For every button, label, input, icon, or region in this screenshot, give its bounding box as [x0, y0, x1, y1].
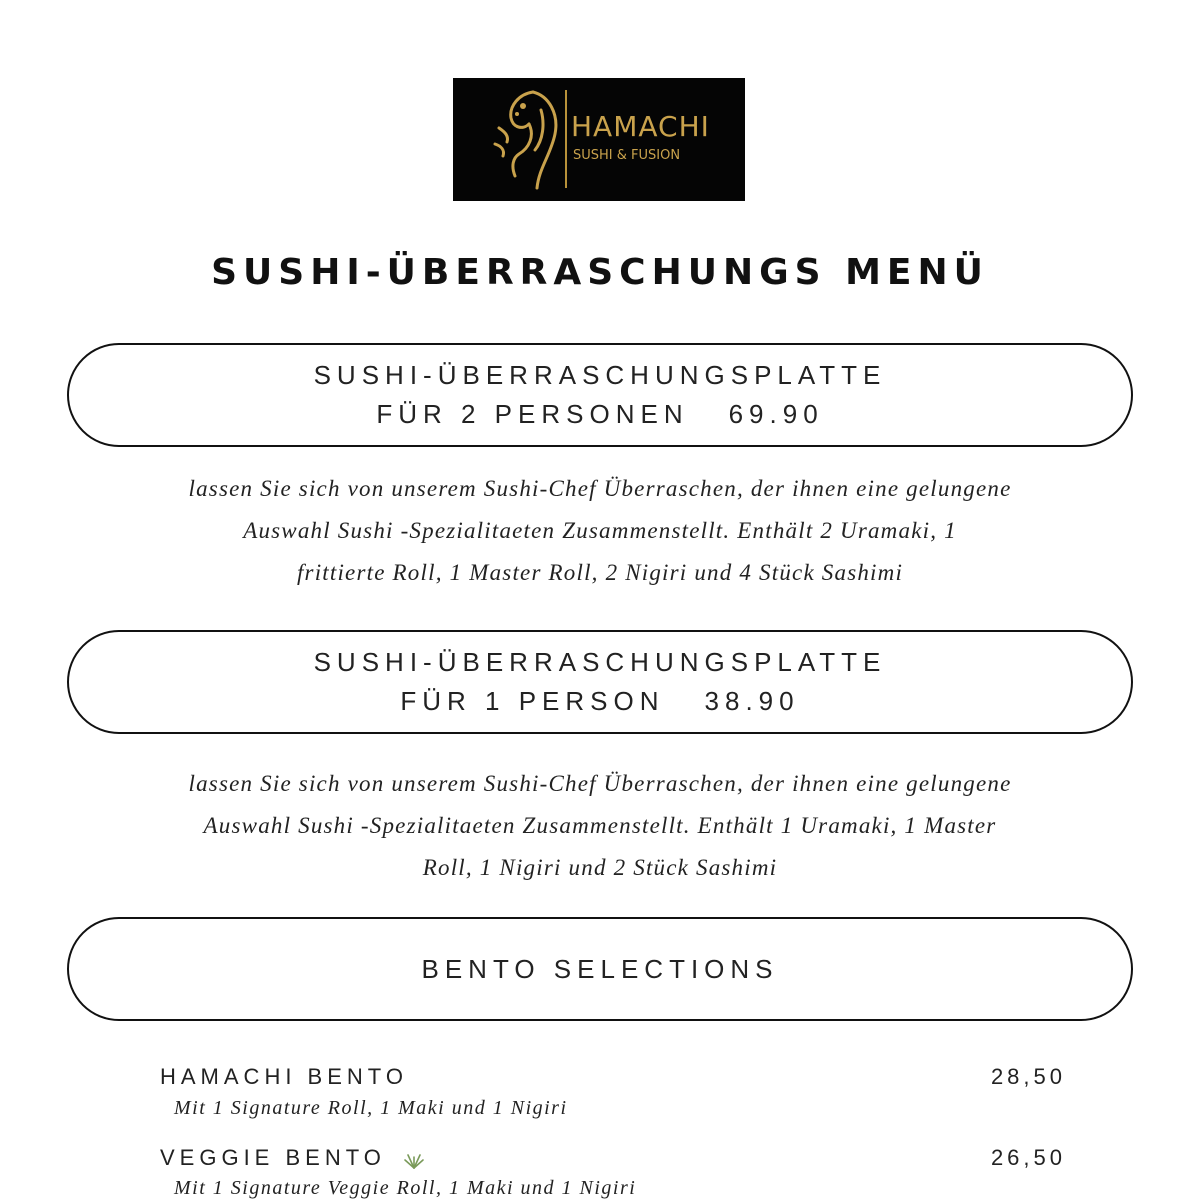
section-header-title: SUSHI-ÜBERRASCHUNGSPLATTE	[313, 360, 887, 390]
logo-tagline: SUSHI & FUSION	[573, 148, 681, 163]
restaurant-logo	[453, 78, 745, 201]
logo-name: HAMACHI	[571, 110, 710, 143]
menu-item-row	[160, 1145, 425, 1171]
leaf-icon	[403, 1149, 425, 1169]
koi-fish-logo-icon	[489, 84, 563, 196]
section-description: lassen Sie sich von unserem Sushi-Chef Überraschen, der ihnen eine gelungene Auswahl Sushi -Spezialitaeten Zusammenstellt. Enthält 1 Uramaki, 1 Master Roll, 1 Nigiri und 2 Stück Sashimi	[188, 771, 1012, 880]
menu-item-price: 26,50	[990, 1145, 1066, 1170]
menu-item-name: HAMACHI BENTO	[160, 1064, 408, 1089]
menu-item-price: 28,50	[990, 1064, 1066, 1089]
section-header-1-person	[67, 630, 1133, 734]
page-title: SUSHI-ÜBERRASCHUNGS MENÜ	[211, 252, 989, 293]
bento-header	[67, 917, 1133, 1021]
menu-item-description: Mit 1 Signature Veggie Roll, 1 Maki und 1 Nigiri	[174, 1177, 637, 1199]
logo-divider	[565, 90, 567, 188]
section-header-2-persons	[67, 343, 1133, 447]
section-header-title: SUSHI-ÜBERRASCHUNGSPLATTE	[313, 647, 887, 677]
bento-heading: BENTO SELECTIONS	[421, 953, 779, 984]
section-header-subtitle: FÜR 2 PERSONEN	[376, 399, 689, 429]
section-price: 69.90	[728, 399, 824, 429]
section-price: 38.90	[704, 686, 800, 716]
section-header-subtitle: FÜR 1 PERSON	[400, 686, 665, 716]
section-description: lassen Sie sich von unserem Sushi-Chef Überraschen, der ihnen eine gelungene Auswahl Sushi -Spezialitaeten Zusammenstellt. Enthält 2 Uramaki, 1 frittierte Roll, 1 Master Roll, 2 Nigiri und 4 Stück Sashimi	[188, 476, 1012, 585]
menu-item-description: Mit 1 Signature Roll, 1 Maki und 1 Nigiri	[174, 1097, 568, 1119]
menu-item-name: VEGGIE BENTO	[160, 1145, 386, 1170]
